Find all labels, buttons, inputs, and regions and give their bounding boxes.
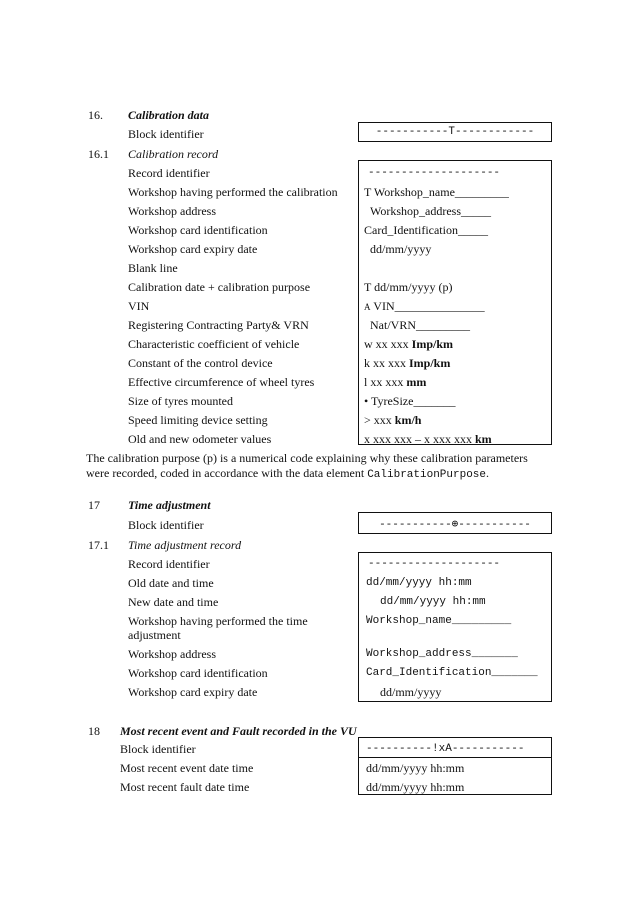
field-label: Most recent fault date time — [120, 780, 250, 794]
circumference-number: l xx xxx — [364, 375, 407, 389]
block-identifier-value: -----------⊕----------- — [379, 519, 531, 531]
field-label: Old and new odometer values — [128, 432, 272, 446]
block-identifier-label: Block identifier — [128, 127, 204, 141]
constant-unit: Imp/km — [409, 356, 451, 370]
field-label: Workshop card identification — [128, 223, 268, 237]
odometer-value — [364, 432, 492, 446]
note-end: . — [486, 466, 490, 480]
nat-vrn-value: Nat/VRN_________ — [370, 318, 470, 332]
divider — [358, 757, 552, 758]
section-17-1-title: Time adjustment record — [128, 538, 242, 552]
coefficient-value — [364, 337, 453, 351]
speed-limit-unit: km/h — [394, 413, 422, 427]
calibration-note-line-1: The calibration purpose (p) is a numerical code explaining why these calibration parameters — [86, 451, 528, 465]
section-17-1-number: 17.1 — [88, 538, 109, 552]
field-label: Workshop address — [128, 647, 217, 661]
section-17-title: Time adjustment — [128, 498, 211, 512]
field-label: Most recent event date time — [120, 761, 254, 775]
section-16-1-title: Calibration record — [128, 147, 219, 161]
field-label: Characteristic coefficient of vehicle — [128, 337, 300, 351]
new-datetime-value: dd/mm/yyyy hh:mm — [380, 596, 486, 608]
vin-value — [364, 299, 485, 314]
vin-icon: A — [364, 302, 371, 312]
block-identifier-value: ----------!xA----------- — [366, 743, 525, 755]
field-label: Workshop card expiry date — [128, 242, 258, 256]
field-label: Workshop card identification — [128, 666, 268, 680]
card-expiry-value: dd/mm/yyyy — [380, 685, 442, 699]
block-identifier-label: Block identifier — [128, 518, 204, 532]
record-separator: -------------------- — [368, 167, 501, 179]
workshop-address-value: Workshop_address_____ — [370, 204, 492, 218]
tyre-size-value: • TyreSize_______ — [364, 394, 456, 408]
field-label: New date and time — [128, 595, 219, 609]
block-identifier-value: -----------T------------ — [375, 126, 535, 138]
field-label: Calibration date + calibration purpose — [128, 280, 311, 294]
coefficient-number: w xx xxx — [364, 337, 412, 351]
section-17-number: 17 — [88, 498, 100, 512]
workshop-address-value: Workshop_address_______ — [366, 648, 518, 660]
field-label: VIN — [128, 299, 150, 313]
block-identifier-box — [358, 122, 552, 142]
field-label: Record identifier — [128, 557, 210, 571]
record-separator: -------------------- — [368, 558, 501, 570]
vin-text: VIN_______________ — [370, 299, 485, 313]
workshop-name-value: Workshop_name_________ — [366, 615, 512, 627]
fault-datetime-value: dd/mm/yyyy hh:mm — [366, 780, 465, 794]
field-label: Registering Contracting Party& VRN — [128, 318, 309, 332]
calibration-date-value: T dd/mm/yyyy (p) — [364, 280, 453, 294]
event-datetime-value: dd/mm/yyyy hh:mm — [366, 761, 465, 775]
section-18-title: Most recent event and Fault recorded in the VU — [120, 724, 357, 738]
section-16-1-number: 16.1 — [88, 147, 109, 161]
circumference-value — [364, 375, 426, 389]
field-label: Size of tyres mounted — [128, 394, 233, 408]
constant-number: k xx xxx — [364, 356, 409, 370]
field-label: Workshop address — [128, 204, 217, 218]
field-label: Workshop having performed the time — [128, 614, 308, 628]
field-label: Effective circumference of wheel tyres — [128, 375, 315, 389]
note-text: were recorded, coded in accordance with the data element — [86, 466, 368, 480]
speed-limit-value — [364, 413, 421, 427]
constant-value — [364, 356, 450, 370]
card-identification-value: Card_Identification_____ — [364, 223, 488, 237]
section-16-title: Calibration data — [128, 108, 210, 122]
odometer-number: x xxx xxx – x xxx xxx — [364, 432, 475, 446]
workshop-name-value: T Workshop_name_________ — [364, 185, 509, 199]
field-label: Block identifier — [120, 742, 196, 756]
field-label: Old date and time — [128, 576, 214, 590]
odometer-unit: km — [475, 432, 492, 446]
field-label: Blank line — [128, 261, 178, 275]
calibration-note-line-2 — [86, 466, 489, 482]
field-label: Record identifier — [128, 166, 210, 180]
field-label: Workshop having performed the calibration — [128, 185, 338, 199]
circumference-unit: mm — [406, 375, 427, 389]
section-18-number: 18 — [88, 724, 100, 738]
card-identification-value: Card_Identification_______ — [366, 667, 538, 679]
field-label: Workshop card expiry date — [128, 685, 258, 699]
field-label: Speed limiting device setting — [128, 413, 268, 427]
field-label: Constant of the control device — [128, 356, 273, 370]
speed-limit-number: > xxx — [364, 413, 395, 427]
card-expiry-value: dd/mm/yyyy — [370, 242, 432, 256]
note-code: CalibrationPurpose — [367, 469, 487, 481]
field-label: adjustment — [128, 628, 181, 642]
coefficient-unit: Imp/km — [411, 337, 454, 351]
section-16-number: 16. — [88, 108, 103, 122]
old-datetime-value: dd/mm/yyyy hh:mm — [366, 577, 472, 589]
block-identifier-box — [358, 512, 552, 534]
